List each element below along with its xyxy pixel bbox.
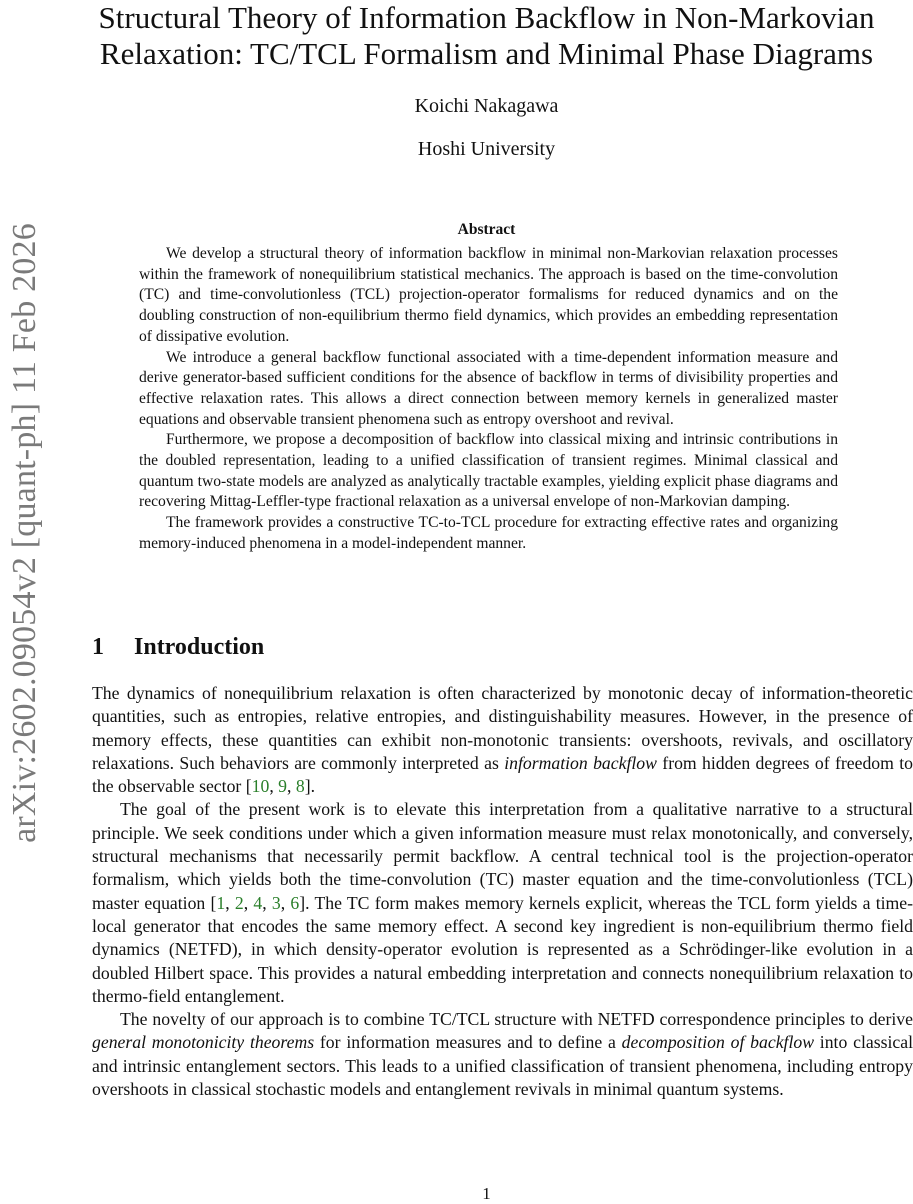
intro-paragraph-3: The novelty of our approach is to combine TC/TCL structure with NETFD correspondence principles to derive general monotonicity theorems for information measures and to define a decomposition of backflow into classical and intrinsic entanglement sectors. This leads to a unified classification of transient phenomena, including entropy overshoots in classical stochastic models and entanglement revivals in minimal quantum systems. [92, 1009, 913, 1100]
citation-link[interactable]: 9 [278, 776, 287, 797]
abstract-body [139, 244, 838, 555]
citation-link[interactable]: 1 [216, 892, 226, 913]
citation-link[interactable]: 8 [295, 776, 305, 797]
page-number: 1 [482, 1184, 491, 1203]
citation-link[interactable]: 4 [253, 892, 263, 913]
emphasis-text: information backflow [504, 752, 657, 773]
abstract-paragraph: The framework provides a constructive TC-to-TCL procedure for extracting effective rates and organizing memory-induced phenomena in a model-independent manner. [139, 514, 838, 552]
arxiv-sidebar [4, 208, 46, 858]
author-name: Koichi Nakagawa [414, 95, 559, 117]
section-number: 1 [92, 634, 104, 660]
introduction-body [92, 682, 913, 1101]
abstract-paragraph: Furthermore, we propose a decomposition of backflow into classical mixing and intrinsic contributions in the doubled representation, leading to a unified classification of transient regimes. Minimal classical and quantum two-state models are analyzed as analytically tractable examples, yielding explicit phase diagrams and recovering Mittag-Leffler-type fractional relaxation as a universal envelope of non-Markovian damping. [139, 431, 838, 511]
intro-paragraph-1: The dynamics of nonequilibrium relaxation is often characterized by monotonic decay of information-theoretic quantities, such as entropies, relative entropies, and distinguishability measures. However, in the presence of memory effects, these quantities can exhibit non-monotonic transients: overshoots, revivals, and oscillatory relaxations. Such behaviors are commonly interpreted as information backflow from hidden degrees of freedom to the observable sector [10, 9, 8]. [92, 683, 913, 797]
abstract-paragraph: We introduce a general backflow functional associated with a time-dependent information measure and derive generator-based sufficient conditions for the absence of backflow in terms of divisibility properties and effective relaxation rates. This allows a direct connection between memory kernels in generalized master equations and observable transient phenomena such as entropy overshoot and revival. [139, 348, 838, 428]
emphasis-text: general monotonicity theorems [92, 1032, 315, 1053]
abstract-heading: Abstract [457, 221, 516, 238]
author-affiliation: Hoshi University [417, 138, 556, 160]
emphasis-text: decomposition of backflow [621, 1032, 815, 1053]
section-title: Introduction [134, 634, 265, 660]
section-heading [92, 632, 792, 662]
title-line-1: Structural Theory of Information Backflow in Non-Markovian [98, 0, 875, 35]
citation-link[interactable]: 2 [234, 892, 244, 913]
abstract-paragraph: We develop a structural theory of information backflow in minimal non-Markovian relaxation processes within the framework of nonequilibrium statistical mechanics. The approach is based on the time-convolution (TC) and time-convolutionless (TCL) projection-operator formalisms for reduced dynamics and on the doubling construction of non-equilibrium thermo field dynamics, which provides an embedding representation of dissipative evolution. [139, 245, 838, 345]
intro-paragraph-2: The goal of the present work is to elevate this interpretation from a qualitative narrative to a structural principle. We seek conditions under which a given information measure must relax monotonically, and conversely, structural mechanisms that necessarily permit backflow. A central technical tool is the projection-operator formalism, which yields both the time-convolution (TC) master equation and the time-convolutionless (TCL) master equation [1, 2, 4, 3, 6]. The TC form makes memory kernels explicit, whereas the TCL form yields a time-local generator that encodes the same memory effect. A second key ingredient is non-equilibrium thermo field dynamics (NETFD), in which density-operator evolution is represented as a Schrödinger-like evolution in a doubled Hilbert space. This provides a natural embedding interpretation and connects nonequilibrium relaxation to thermo-field entanglement. [92, 799, 913, 1006]
citation-link[interactable]: 10 [251, 776, 270, 797]
citation-link[interactable]: 3 [271, 892, 281, 913]
arxiv-identifier[interactable]: arXiv:2602.09054v2 [quant-ph] 11 Feb 2026 [6, 223, 43, 843]
citation-link[interactable]: 6 [290, 892, 300, 913]
title-line-2: Relaxation: TC/TCL Formalism and Minimal Phase Diagrams [99, 36, 874, 71]
paper-title [60, 0, 913, 72]
